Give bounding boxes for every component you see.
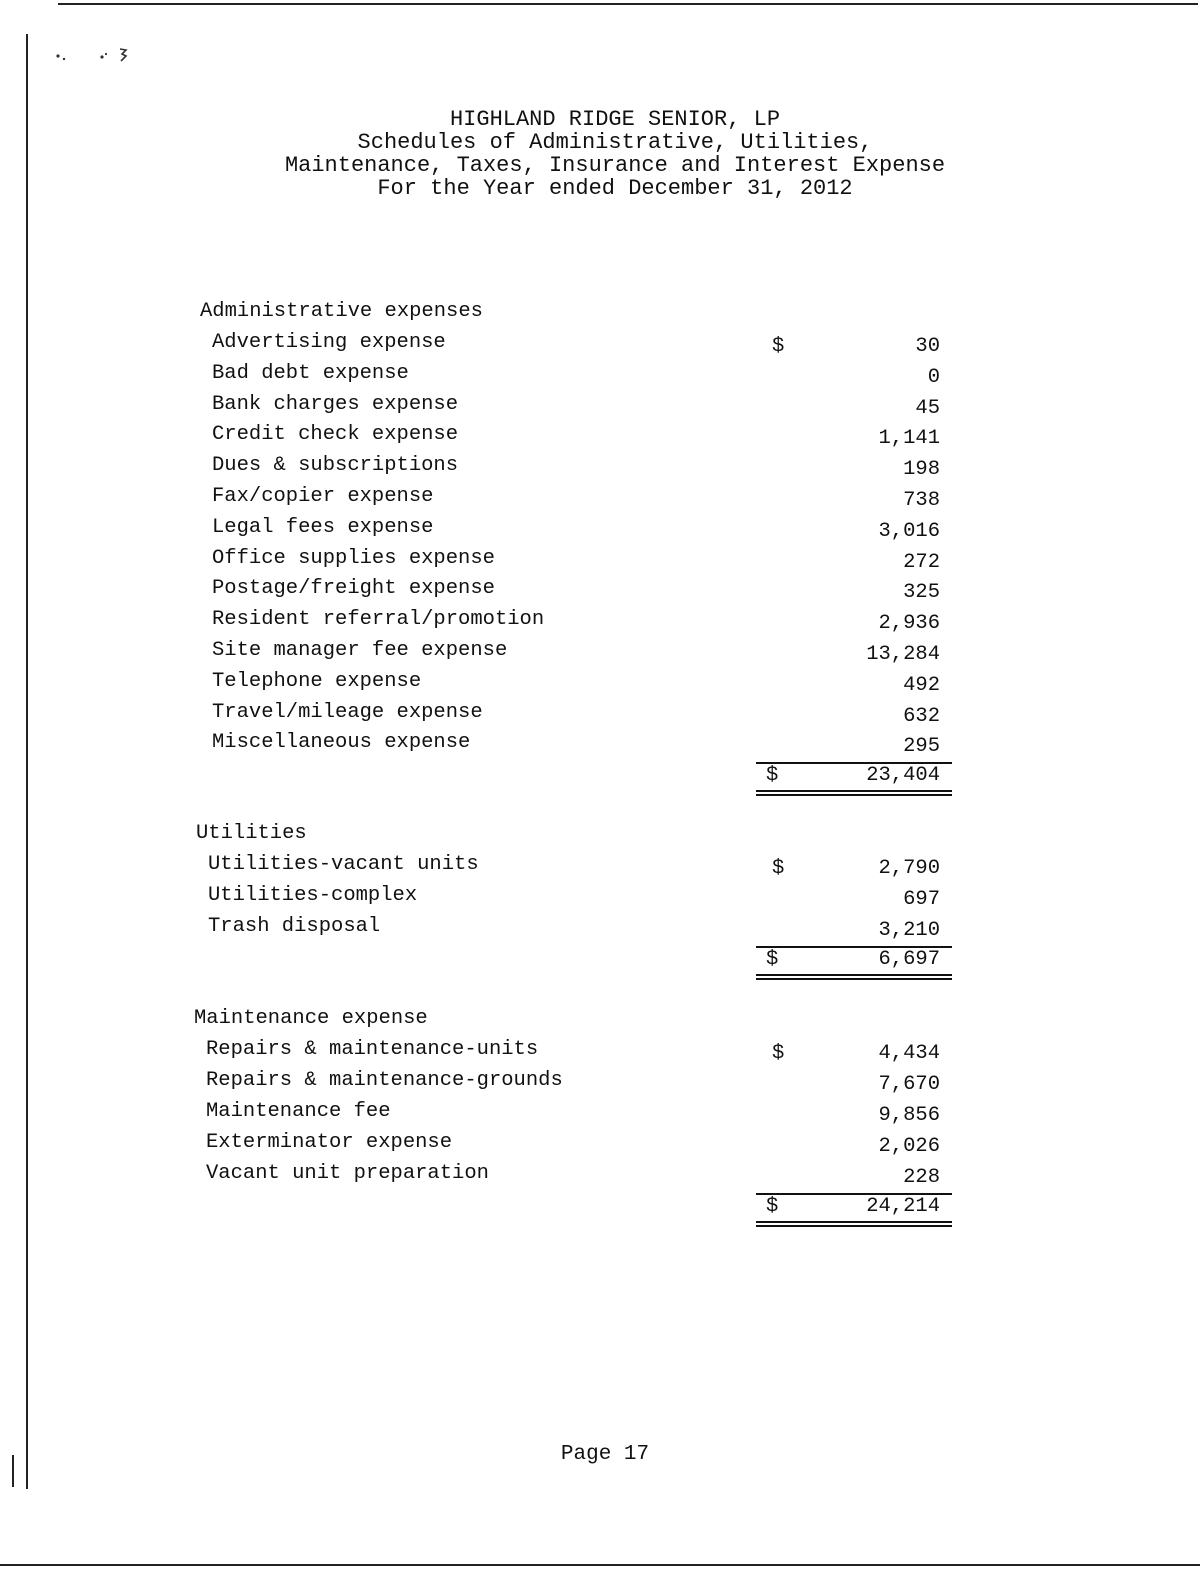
line-item-amount: 272 (903, 550, 940, 574)
line-item-row (200, 731, 958, 761)
line-item-amount: 632 (903, 704, 940, 728)
document-header (270, 108, 960, 200)
line-item-row (196, 915, 958, 945)
line-item-row (200, 454, 958, 484)
period-line: For the Year ended December 31, 2012 (377, 176, 853, 201)
line-item-row (194, 1162, 958, 1192)
total-amount: 23,404 (866, 764, 940, 788)
line-item-row (200, 639, 958, 669)
section-total (756, 946, 952, 976)
schedule-title-line-2: Maintenance, Taxes, Insurance and Interest Expense (284, 153, 946, 178)
line-item-amount: 3,016 (878, 519, 940, 543)
line-item-amount: 697 (903, 888, 940, 911)
line-item-row (200, 577, 958, 607)
line-item-row (194, 1100, 958, 1130)
line-item-label: Dues & subscriptions (212, 454, 459, 478)
line-item-amount: 295 (903, 735, 940, 759)
total-rule-double (756, 790, 952, 796)
page-number: Page 17 (560, 1443, 650, 1466)
line-item-label: Vacant unit preparation (206, 1162, 489, 1185)
section-total (756, 1193, 952, 1223)
line-item-label: Utilities-vacant units (208, 853, 479, 876)
line-item-amount: 30 (915, 335, 940, 358)
currency-symbol: $ (772, 857, 785, 880)
total-currency-symbol: $ (766, 948, 779, 971)
line-item-label: Fax/copier expense (212, 485, 434, 508)
line-item-label: Trash disposal (208, 915, 381, 938)
line-item-amount: 7,670 (878, 1073, 940, 1096)
line-item-amount: 198 (903, 458, 940, 482)
line-item-row (194, 1038, 958, 1068)
line-item-label: Resident referral/promotion (212, 608, 545, 632)
section-title: Administrative expenses (200, 300, 483, 323)
line-item-amount: 3,210 (878, 919, 940, 942)
line-item-label: Maintenance fee (206, 1100, 391, 1123)
line-item-row (196, 853, 958, 883)
line-item-row (200, 485, 958, 515)
line-item-row (194, 1069, 958, 1099)
line-item-amount: 2,026 (878, 1135, 940, 1158)
section-title: Utilities (196, 822, 307, 845)
line-item-amount: 4,434 (878, 1042, 940, 1065)
scan-edge-top (58, 3, 1198, 5)
line-item-amount: 13,284 (866, 643, 940, 666)
line-item-label: Credit check expense (212, 423, 459, 447)
total-amount: 6,697 (878, 948, 940, 971)
total-currency-symbol: $ (766, 764, 779, 788)
company-name: HIGHLAND RIDGE SENIOR, LP (449, 107, 781, 132)
line-item-label: Advertising expense (212, 331, 446, 354)
line-item-label: Telephone expense (212, 669, 422, 693)
scan-edge-bottom (0, 1564, 1200, 1566)
total-amount: 24,214 (866, 1195, 940, 1218)
line-item-label: Bad debt expense (212, 361, 409, 385)
line-item-row (200, 516, 958, 546)
line-item-row (196, 884, 958, 914)
line-item-label: Miscellaneous expense (212, 731, 471, 755)
line-item-label: Office supplies expense (212, 546, 495, 570)
line-item-label: Postage/freight expense (212, 577, 495, 601)
line-item-amount: 9,856 (878, 1104, 940, 1127)
schedule-title-line-1: Schedules of Administrative, Utilities, (357, 130, 873, 155)
line-item-amount: 492 (903, 673, 940, 697)
line-item-row (200, 701, 958, 731)
currency-symbol: $ (772, 335, 785, 358)
line-item-row (200, 423, 958, 453)
line-item-label: Utilities-complex (208, 884, 418, 907)
total-rule-double (756, 974, 952, 980)
line-item-label: Travel/mileage expense (212, 700, 483, 724)
section-title: Maintenance expense (194, 1007, 428, 1030)
line-item-label: Repairs & maintenance-grounds (206, 1069, 563, 1092)
line-item-label: Legal fees expense (212, 515, 434, 539)
line-item-amount: 325 (903, 581, 940, 605)
total-rule-double (756, 1221, 952, 1227)
section-total (756, 762, 952, 792)
line-item-label: Repairs & maintenance-units (206, 1038, 539, 1061)
line-item-row (200, 331, 958, 361)
line-item-amount: 1,141 (878, 427, 940, 451)
scan-specks-icon (52, 46, 142, 66)
line-item-row (200, 362, 958, 392)
line-item-amount: 228 (903, 1166, 940, 1189)
line-item-row (200, 670, 958, 700)
scan-edge-left (26, 34, 28, 1489)
line-item-row (200, 393, 958, 423)
line-item-label: Bank charges expense (212, 392, 459, 416)
currency-symbol: $ (772, 1042, 785, 1065)
line-item-amount: 45 (915, 396, 940, 420)
line-item-amount: 0 (927, 365, 940, 389)
line-item-row (200, 608, 958, 638)
line-item-label: Exterminator expense (206, 1131, 453, 1154)
line-item-amount: 2,936 (878, 612, 940, 636)
line-item-label: Site manager fee expense (212, 639, 508, 662)
total-currency-symbol: $ (766, 1195, 779, 1218)
line-item-amount: 2,790 (878, 857, 940, 880)
line-item-amount: 738 (903, 489, 940, 512)
line-item-row (200, 547, 958, 577)
line-item-row (194, 1131, 958, 1161)
